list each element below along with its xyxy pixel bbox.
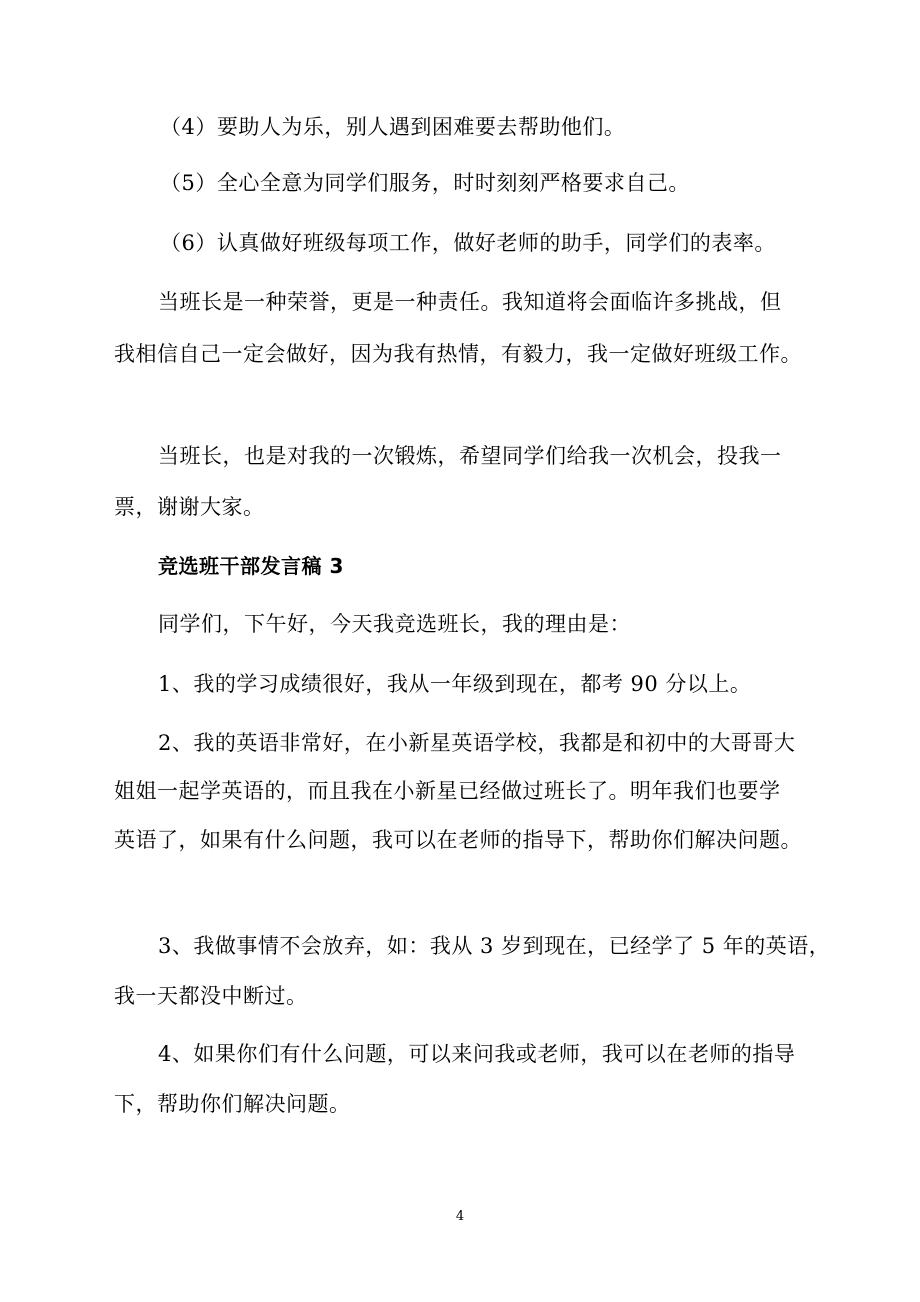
paragraph-line: 下，帮助你们解决问题。	[114, 1092, 351, 1116]
paragraph-line: 英语了，如果有什么问题，我可以在老师的指导下，帮助你们解决问题。	[114, 828, 802, 852]
paragraph-line: 当班长是一种荣誉，更是一种责任。我知道将会面临许多挑战，但	[158, 290, 782, 314]
paragraph-line: 票，谢谢大家。	[114, 495, 265, 519]
paragraph-line: 姐姐一起学英语的，而且我在小新星已经做过班长了。明年我们也要学	[114, 779, 781, 803]
reason-item-2: 2、我的英语非常好，在小新星英语学校，我都是和初中的大哥哥大	[158, 731, 796, 755]
reason-item-3: 3、我做事情不会放弃，如：我从 3 岁到现在，已经学了 5 年的英语，	[158, 934, 831, 958]
section-heading: 竞选班干部发言稿 3	[158, 554, 344, 578]
paragraph-line: 我相信自己一定会做好，因为我有热情，有毅力，我一定做好班级工作。	[114, 342, 802, 366]
list-item-4: （4）要助人为乐，别人遇到困难要去帮助他们。	[160, 115, 626, 139]
page-number: 4	[455, 1209, 465, 1224]
list-item-6: （6）认真做好班级每项工作，做好老师的助手，同学们的表率。	[160, 231, 776, 255]
reason-item-1: 1、我的学习成绩很好，我从一年级到现在，都考 90 分以上。	[158, 672, 752, 696]
paragraph-line: 当班长，也是对我的一次锻炼，希望同学们给我一次机会，投我一	[158, 444, 782, 468]
paragraph-line: 同学们，下午好，今天我竞选班长，我的理由是：	[158, 612, 631, 636]
reason-item-4: 4、如果你们有什么问题，可以来问我或老师，我可以在老师的指导	[158, 1042, 796, 1066]
list-item-5: （5）全心全意为同学们服务，时时刻刻严格要求自己。	[160, 171, 690, 195]
paragraph-line: 我一天都没中断过。	[114, 984, 308, 1008]
